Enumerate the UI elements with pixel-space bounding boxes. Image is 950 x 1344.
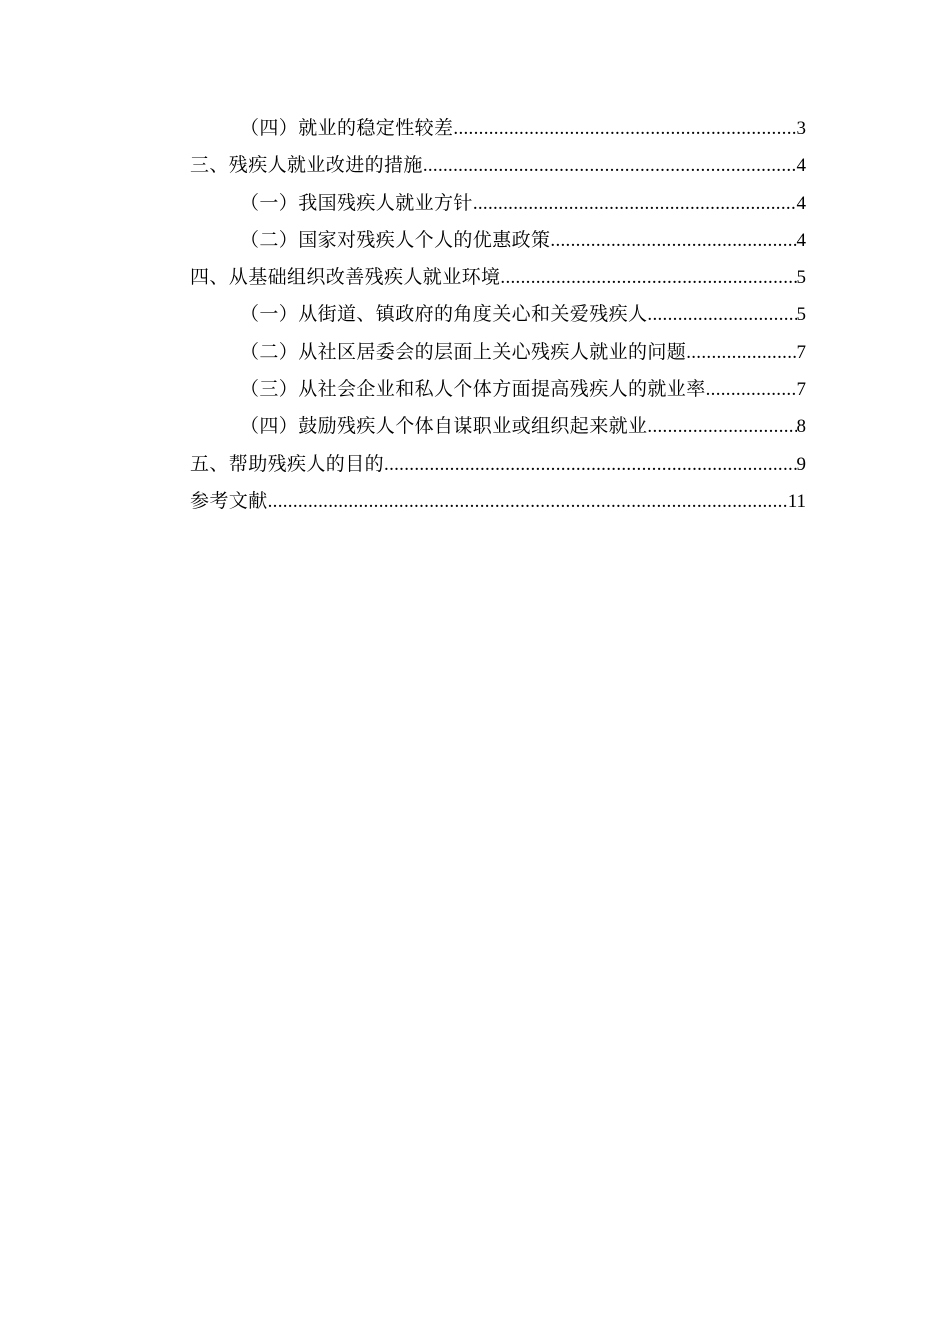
toc-entry-section-4[interactable] xyxy=(190,259,806,296)
toc-dot-leader xyxy=(647,408,796,445)
toc-page-number: 7 xyxy=(796,379,806,401)
toc-entry-title: （一）我国残疾人就业方针 xyxy=(240,191,473,214)
toc-page-number: 7 xyxy=(796,341,806,363)
toc-dot-leader xyxy=(268,483,788,520)
toc-dot-leader xyxy=(500,259,796,296)
toc-entry-2-4-stability[interactable] xyxy=(190,110,806,147)
toc-entry-3-1-policy[interactable] xyxy=(190,185,806,222)
toc-entry-title: （四）就业的稳定性较差 xyxy=(240,117,454,139)
toc-dot-leader xyxy=(453,110,796,147)
toc-dot-leader xyxy=(647,296,796,333)
toc-entry-title: （二）从社区居委会的层面上关心残疾人就业的问题 xyxy=(240,340,687,363)
toc-entry-section-5[interactable] xyxy=(190,446,806,483)
toc-entry-references[interactable] xyxy=(190,483,806,520)
toc-entry-4-1-street[interactable] xyxy=(190,296,806,333)
toc-entry-title: 参考文献 xyxy=(190,489,268,512)
toc-entry-title: （二）国家对残疾人个人的优惠政策 xyxy=(240,228,551,251)
toc-entry-title: 五、帮助残疾人的目的 xyxy=(190,452,385,475)
toc-dot-leader xyxy=(686,334,796,371)
toc-page-number: 4 xyxy=(796,155,806,177)
toc-entry-section-3[interactable] xyxy=(190,147,806,184)
table-of-contents xyxy=(190,110,806,520)
toc-page-number: 8 xyxy=(796,416,806,438)
toc-dot-leader xyxy=(423,147,797,184)
toc-page-number: 4 xyxy=(796,229,806,251)
toc-entry-4-3-enterprise[interactable] xyxy=(190,371,806,408)
toc-page-number: 5 xyxy=(796,267,806,289)
toc-page-number: 4 xyxy=(796,192,806,214)
toc-dot-leader xyxy=(706,371,797,408)
toc-entry-title: （三）从社会企业和私人个体方面提高残疾人的就业率 xyxy=(240,378,706,401)
toc-entry-title: 三、残疾人就业改进的措施 xyxy=(190,154,423,177)
toc-entry-4-2-community[interactable] xyxy=(190,334,806,371)
toc-entry-title: （一）从街道、镇政府的角度关心和关爱残疾人 xyxy=(240,303,648,326)
toc-page-number: 5 xyxy=(796,304,806,326)
toc-dot-leader xyxy=(550,222,796,259)
toc-entry-3-2-preferential[interactable] xyxy=(190,222,806,259)
toc-entry-4-4-self-employment[interactable] xyxy=(190,408,806,445)
toc-entry-title: （四）鼓励残疾人个体自谋职业或组织起来就业 xyxy=(240,415,648,438)
toc-dot-leader xyxy=(473,185,797,222)
toc-entry-title: 四、从基础组织改善残疾人就业环境 xyxy=(190,266,501,289)
toc-page-number: 3 xyxy=(796,118,806,139)
toc-dot-leader xyxy=(384,446,796,483)
toc-page-number: 9 xyxy=(796,453,806,475)
toc-page-number: 11 xyxy=(787,490,806,512)
